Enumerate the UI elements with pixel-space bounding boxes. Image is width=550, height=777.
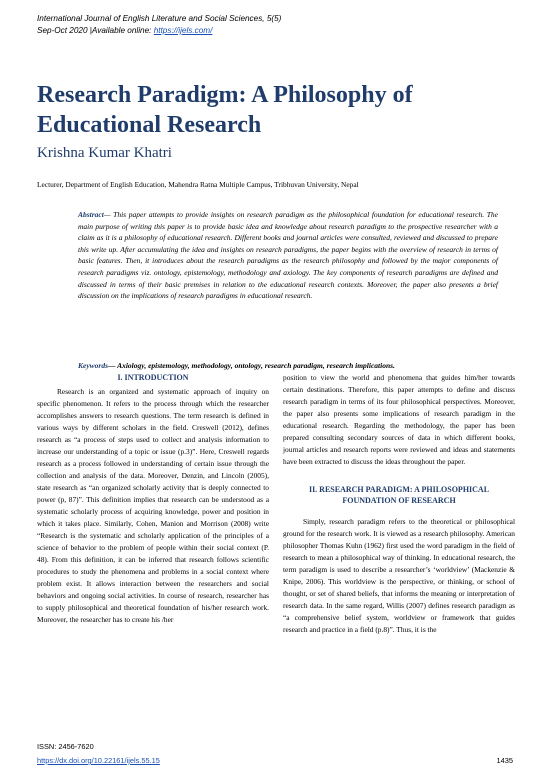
section-heading-introduction: I. INTRODUCTION [117, 373, 189, 382]
abstract-text: — This paper attempts to provide insights on research paradigm as the philosophical foundation for educational research. The main purpose of writing this paper is to provide basic idea and knowledge about research paradigm to the prospective researcher with a claim as it is a philosophy of educational research. Different books and journal articles were consulted, reviewed and discussed to prepare this write up. After accumulating the idea and insights on research paradigms, the paper begins with the overview of research in terms of basic features. Then, it introduces about the research paradigms as the research philosophy and followed by the major components of research paradigms viz. ontology, epistemology, methodology and axiology. The key components of research paradigms are defined and discussed in terms of their basic premises in relation to the educational research contexts. Moreover, the paper also presents a brief discussion on the implications of research paradigms in educational research. [78, 210, 498, 301]
keywords-text: — Axiology, epistemology, methodology, ontology, research paradigm, research implications. [108, 361, 395, 370]
paper-title: Research Paradigm: A Philosophy of Educational Research [37, 82, 413, 138]
keywords-block [78, 361, 508, 370]
journal-header: International Journal of English Literature and Social Sciences, 5(5) [37, 14, 282, 23]
footer-issn: ISSN: 2456-7620 [37, 742, 94, 751]
abstract-label: Abstract [78, 210, 104, 219]
intro-paragraph: Research is an organized and systematic approach of inquiry on specific phenomenon. It refers to the process through which the researcher accomplishes answers to research questions. The term research is defined in various ways by different scholars in the field. Creswell (2012), defines research as “a process of steps used to collect and analysis information to increase our understanding of a topic or issue (p.3)”. Here, Creswell regards research as a process followed in understanding of certain issue through the collection and analysis of the data. Moreover, Denzin, and Lincoln (2005), state research as “an organized scholarly activity that is deeply connected to power (p, 87)”. This definition implies that research can be understood as a systematic scholarly process of acquiring knowledge, power and position in which it takes place. Similarly, Cohen, Manion and Morrison (2008) write “Research is the systematic and scholarly application of the principles of a science of behavior to the problem of people within their social context (P. 48). From this definition, it can be inferred that research follows scientific procedures to study the phenomena and problems in a social context where problem exist. It allows interaction between the researchers and social behaviors and ongoing social activities. In course of research, researcher has to supply philosophical and theoretical foundation of his/her research work. Moreover, the researcher has to create his /her [37, 387, 269, 624]
footer-doi-link[interactable]: https://dx.doi.org/10.22161/ijels.55.15 [37, 756, 160, 765]
right-column [283, 372, 515, 636]
research-paradigm-paragraph: Simply, research paradigm refers to the theoretical or philosophical ground for the research work. It is viewed as a research philosophy. American philosopher Thomas Kuhn (1962) first used the word paradigm in the field of research to mean a philosophical way of thinking. In educational research, the term paradigm is used to describe a researcher’s ‘worldview’ (Mackenzie & Knipe, 2006). This worldview is the perspective, or thinking, or school of thought, or set of shared beliefs, that informs the meaning or interpretation of research data. In the same regard, Willis (2007) defines research paradigm as “a comprehensive belief system, worldview or framework that guides research and practice in a field (p.8)”. Thus, it is the [283, 517, 515, 634]
author-affiliation: Lecturer, Department of English Education, Mahendra Ratna Multiple Campus, Tribhuvan University, Nepal [37, 180, 359, 189]
left-column [37, 372, 269, 626]
page-number: 1435 [496, 756, 513, 765]
journal-link[interactable]: https://ijels.com/ [153, 26, 213, 35]
issue-text: Sep-Oct 2020 |Available online: [37, 26, 154, 35]
author-name: Krishna Kumar Khatri [37, 145, 172, 161]
keywords-label: Keywords [78, 361, 108, 370]
issue-line [37, 26, 212, 35]
section-heading-research-paradigm: II. RESEARCH PARADIGM: A PHILOSOPHICAL FOUNDATION OF RESEARCH [308, 485, 490, 505]
abstract-block [78, 209, 498, 302]
intro-continuation-paragraph: position to view the world and phenomena that guides him/her towards certain destinations. Therefore, this paper attempts to define and discuss research paradigm in terms of its four philosophical perspectives. Moreover, the paper also presents some implications of research paradigm in the educational research. Regarding the methodology, the paper has been prepared consulting secondary sources of data in which different books, journal articles and research reports were reviewed and ideas and statements have been extracted to discuss the ideas throughout the paper. [283, 373, 515, 466]
